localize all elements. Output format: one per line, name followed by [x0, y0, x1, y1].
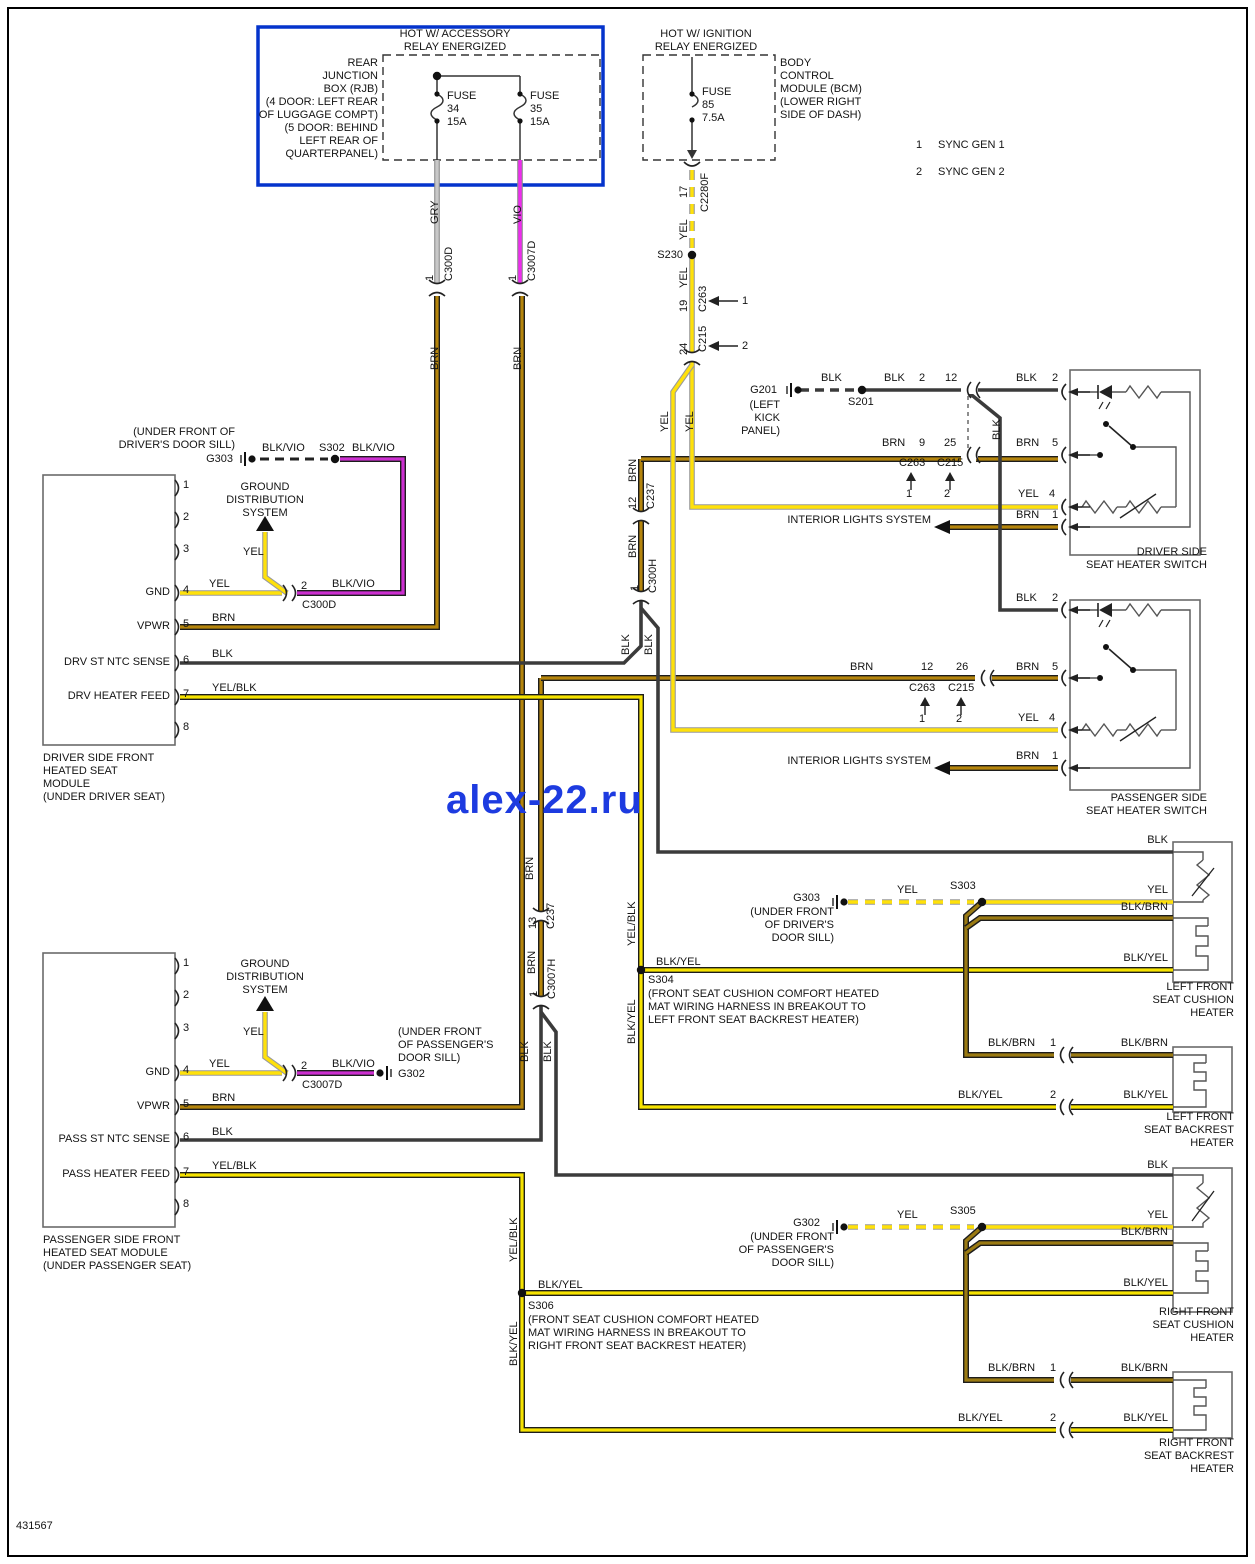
label-g303-89: G303 — [206, 453, 233, 465]
label-heater-163: HEATER — [1190, 1007, 1234, 1019]
label-gnd-193: GND — [145, 1066, 170, 1078]
label-2-128: 2 — [956, 713, 963, 725]
label-relay-energized-17: RELAY ENERGIZED — [654, 41, 758, 53]
label-4-door-left-rear-5: (4 DOOR: LEFT REAR — [265, 96, 378, 108]
label-6-190: 6 — [183, 1131, 190, 1143]
label-yel-42: YEL — [684, 411, 696, 432]
label-mat-wiring-harness-in-brea-210: MAT WIRING HARNESS IN BREAKOUT TO — [528, 1327, 746, 1339]
label-brn-82: BRN — [627, 534, 639, 558]
label-yel-176: YEL — [243, 1026, 264, 1038]
label-blk-120: BLK — [1016, 592, 1037, 604]
label-blk-86: BLK — [643, 634, 655, 655]
label-passenger-side-front-200: PASSENGER SIDE FRONT — [43, 1234, 181, 1246]
label-kick-45: KICK — [754, 412, 780, 424]
label-heated-seat-module-201: HEATED SEAT MODULE — [43, 1247, 168, 1259]
label-yel-155: YEL — [897, 884, 918, 896]
label-2-40: 2 — [742, 340, 749, 352]
label-right-front-seat-backrest--211: RIGHT FRONT SEAT BACKREST HEATER) — [528, 1340, 747, 1352]
label-relay-energized-1: RELAY ENERGIZED — [403, 41, 507, 53]
label-1-76: 1 — [507, 274, 519, 281]
label-under-passenger-seat-202: (UNDER PASSENGER SEAT) — [43, 1260, 192, 1272]
label-blk-yel-169: BLK/YEL — [1123, 1089, 1168, 1101]
label-1-185: 1 — [183, 957, 190, 969]
label-vio-75: VIO — [512, 205, 524, 224]
box — [258, 27, 603, 185]
label-1-67: 1 — [1052, 509, 1059, 521]
label-blk-brn-219: BLK/BRN — [1120, 1226, 1168, 1238]
label-g302-212: G302 — [793, 1217, 820, 1229]
label-brn-79: BRN — [627, 458, 639, 482]
label-blk-114: BLK — [212, 648, 233, 660]
label-lower-right-24: (LOWER RIGHT — [780, 96, 862, 108]
label-24-38: 24 — [678, 342, 690, 355]
label-1-83: 1 — [629, 584, 641, 591]
label-sync-gen-1-27: SYNC GEN 1 — [938, 139, 1005, 151]
label-brn-133: BRN — [1016, 750, 1040, 762]
label-front-seat-cushion-comfort-147: (FRONT SEAT CUSHION COMFORT HEATED — [648, 988, 880, 1000]
label-12-123: 12 — [921, 661, 934, 673]
label-1-72: 1 — [424, 274, 436, 281]
label-34-11: 34 — [447, 103, 460, 115]
label-system-95: SYSTEM — [242, 507, 288, 519]
label-17-30: 17 — [678, 185, 690, 198]
label-under-front-152: (UNDER FRONT — [750, 906, 834, 918]
label-c215-126: C215 — [948, 682, 975, 694]
label-15a-15: 15A — [530, 116, 550, 128]
label-13-139: 13 — [527, 916, 539, 929]
label-seat-heater-switch-137: SEAT HEATER SWITCH — [1085, 805, 1207, 817]
label-85-19: 85 — [702, 99, 715, 111]
label-brn-78: BRN — [512, 346, 524, 370]
label-distribution-94: DISTRIBUTION — [226, 494, 304, 506]
label-seat-heater-switch-70: SEAT HEATER SWITCH — [1085, 559, 1207, 571]
label-5-130: 5 — [1052, 661, 1059, 673]
box — [383, 55, 600, 160]
label-quarterpanel-9: QUARTERPANEL) — [285, 148, 378, 160]
label-s304-146: S304 — [648, 974, 674, 986]
label-2-28: 2 — [916, 166, 923, 178]
label-c2280f-31: C2280F — [699, 172, 711, 212]
label-driver-side-front-116: DRIVER SIDE FRONT — [43, 752, 155, 764]
label-blk-yel-167: BLK/YEL — [958, 1089, 1003, 1101]
label-4-188: 4 — [183, 1064, 190, 1076]
document-number: 431567 — [16, 1520, 53, 1532]
label-5-189: 5 — [183, 1098, 190, 1110]
label-drv-st-ntc-sense-111: DRV ST NTC SENSE — [64, 656, 170, 668]
label-brn-62: BRN — [1016, 437, 1040, 449]
label-s201-48: S201 — [848, 396, 874, 408]
label-yel-64: YEL — [1018, 488, 1039, 500]
label-2-186: 2 — [183, 989, 190, 1001]
label-blk-198: BLK — [212, 1126, 233, 1138]
label-interior-lights-system-68: INTERIOR LIGHTS SYSTEM — [787, 514, 931, 526]
box — [43, 953, 175, 1227]
label-side-of-dash-25: SIDE OF DASH) — [780, 109, 862, 121]
label-pass-heater-feed-196: PASS HEATER FEED — [62, 1168, 170, 1180]
label-system-175: SYSTEM — [242, 984, 288, 996]
label-yel-131: YEL — [1018, 712, 1039, 724]
label-yel-157: YEL — [1147, 884, 1168, 896]
label-c237-140: C237 — [545, 902, 557, 929]
label-drv-heater-feed-112: DRV HEATER FEED — [67, 690, 170, 702]
label-blk-159: BLK — [1147, 834, 1168, 846]
label-yel-34: YEL — [678, 267, 690, 288]
label-of-driver-s-153: OF DRIVER'S — [764, 919, 834, 931]
label-c263-36: C263 — [697, 285, 709, 312]
label-interior-lights-system-135: INTERIOR LIGHTS SYSTEM — [787, 755, 931, 767]
label-1-134: 1 — [1052, 750, 1059, 762]
label-seat-cushion-223: SEAT CUSHION — [1152, 1319, 1234, 1331]
label-5-63: 5 — [1052, 437, 1059, 449]
label-4-132: 4 — [1049, 712, 1056, 724]
label-c263-125: C263 — [909, 682, 936, 694]
label-brn-113: BRN — [212, 612, 236, 624]
label-hot-w-accessory-0: HOT W/ ACCESSORY — [399, 28, 511, 40]
label-control-22: CONTROL — [780, 70, 834, 82]
label-g303-151: G303 — [793, 892, 820, 904]
label-7-191: 7 — [183, 1166, 190, 1178]
label-brn-66: BRN — [1016, 509, 1040, 521]
label-vpwr-110: VPWR — [137, 620, 170, 632]
label-blk-brn-158: BLK/BRN — [1120, 901, 1168, 913]
box — [1173, 1047, 1232, 1112]
watermark: alex-22.ru — [446, 778, 643, 822]
label-ground-173: GROUND — [240, 958, 290, 970]
label-door-sill-183: DOOR SILL) — [398, 1052, 461, 1064]
label-left-front-161: LEFT FRONT — [1166, 981, 1234, 993]
label-3-103: 3 — [183, 543, 190, 555]
label-fuse-13: FUSE — [530, 90, 560, 102]
label-of-passenger-s-182: OF PASSENGER'S — [398, 1039, 494, 1051]
box — [43, 475, 175, 745]
label-door-sill-215: DOOR SILL) — [771, 1257, 834, 1269]
label-right-front-231: RIGHT FRONT — [1159, 1437, 1234, 1449]
label-driver-s-door-sill-88: DRIVER'S DOOR SILL) — [118, 439, 235, 451]
label-driver-side-69: DRIVER SIDE — [1136, 546, 1207, 558]
label-left-44: (LEFT — [749, 399, 780, 411]
label-passenger-side-136: PASSENGER SIDE — [1110, 792, 1207, 804]
label-yel-41: YEL — [659, 411, 671, 432]
label-blk-brn-227: BLK/BRN — [1120, 1362, 1168, 1374]
label-rear-2: REAR — [347, 57, 378, 69]
label-blk-220: BLK — [1147, 1159, 1168, 1171]
label-5-door-behind-7: (5 DOOR: BEHIND — [284, 122, 378, 134]
label-sync-gen-2-29: SYNC GEN 2 — [938, 166, 1005, 178]
box — [643, 55, 775, 160]
label-1-60: 1 — [906, 488, 913, 500]
label-yel-32: YEL — [678, 219, 690, 240]
label-heater-224: HEATER — [1190, 1332, 1234, 1344]
label-left-rear-of-8: LEFT REAR OF — [299, 135, 378, 147]
label-blk-47: BLK — [821, 372, 842, 384]
label-c263-58: C263 — [899, 457, 926, 469]
label-gry-71: GRY — [429, 200, 441, 224]
label-blk-yel-228: BLK/YEL — [958, 1412, 1003, 1424]
label-blk-85: BLK — [620, 634, 632, 655]
label-25-57: 25 — [944, 437, 957, 449]
label-8-192: 8 — [183, 1198, 190, 1210]
label-body-21: BODY — [780, 57, 812, 69]
label-box-rjb-4: BOX (RJB) — [323, 83, 378, 95]
label-blk-brn-225: BLK/BRN — [988, 1362, 1036, 1374]
label-seat-cushion-162: SEAT CUSHION — [1152, 994, 1234, 1006]
label-c3007d-180: C3007D — [302, 1079, 343, 1091]
label-brn-55: BRN — [882, 437, 906, 449]
label-blk-yel-145: BLK/YEL — [626, 999, 638, 1044]
label-s305-217: S305 — [950, 1205, 976, 1217]
label-heater-233: HEATER — [1190, 1463, 1234, 1475]
label-blk-54: BLK — [991, 419, 1003, 440]
label-blk-yel-230: BLK/YEL — [1123, 1412, 1168, 1424]
label-19-35: 19 — [678, 299, 690, 312]
label-module-118: MODULE — [43, 778, 91, 790]
label-7-107: 7 — [183, 688, 190, 700]
label-s302-91: S302 — [319, 442, 345, 454]
label-2-53: 2 — [1052, 372, 1059, 384]
label-g302-184: G302 — [398, 1068, 425, 1080]
label-of-passenger-s-214: OF PASSENGER'S — [738, 1244, 834, 1256]
label-s303-156: S303 — [950, 880, 976, 892]
label-1-226: 1 — [1050, 1362, 1057, 1374]
label-ground-93: GROUND — [240, 481, 290, 493]
label-12-51: 12 — [945, 372, 958, 384]
label-15a-12: 15A — [447, 116, 467, 128]
label-2-102: 2 — [183, 511, 190, 523]
label-under-front-213: (UNDER FRONT — [750, 1231, 834, 1243]
label-1-165: 1 — [1050, 1037, 1057, 1049]
label-9-56: 9 — [919, 437, 926, 449]
label-4-65: 4 — [1049, 488, 1056, 500]
label-1-26: 1 — [916, 139, 923, 151]
box — [1173, 1372, 1232, 1438]
label-s230-33: S230 — [657, 249, 683, 261]
label-1-142: 1 — [528, 990, 540, 997]
label-pass-st-ntc-sense-195: PASS ST NTC SENSE — [58, 1133, 170, 1145]
label-blk-204: BLK — [542, 1041, 554, 1062]
label-yel-blk-144: YEL/BLK — [626, 901, 638, 946]
label-c300d-73: C300D — [443, 246, 455, 281]
label-8-108: 8 — [183, 721, 190, 733]
label-6-106: 6 — [183, 654, 190, 666]
label-fuse-10: FUSE — [447, 90, 477, 102]
label-c3007d-77: C3007D — [526, 240, 538, 281]
label-2-121: 2 — [1052, 592, 1059, 604]
label-junction-3: JUNCTION — [322, 70, 378, 82]
label-left-front-seat-backrest-h-149: LEFT FRONT SEAT BACKREST HEATER) — [648, 1014, 859, 1026]
label-blk-yel-221: BLK/YEL — [1123, 1277, 1168, 1289]
label-blk-203: BLK — [519, 1041, 531, 1062]
label-c3007h-143: C3007H — [546, 958, 558, 999]
label-c237-81: C237 — [645, 482, 657, 509]
label-5-105: 5 — [183, 618, 190, 630]
label-2-178: 2 — [301, 1060, 308, 1072]
label-seat-backrest-232: SEAT BACKREST — [1143, 1450, 1234, 1462]
label-blk-brn-164: BLK/BRN — [988, 1037, 1036, 1049]
label-distribution-174: DISTRIBUTION — [226, 971, 304, 983]
label-mat-wiring-harness-in-brea-148: MAT WIRING HARNESS IN BREAKOUT TO — [648, 1001, 866, 1013]
label-brn-122: BRN — [850, 661, 874, 673]
box — [1173, 1168, 1232, 1312]
label-blk-brn-166: BLK/BRN — [1120, 1037, 1168, 1049]
label-7-5a-20: 7.5A — [702, 112, 725, 124]
label-module-bcm-23: MODULE (BCM) — [780, 83, 862, 95]
label-1-101: 1 — [183, 479, 190, 491]
label-of-luggage-compt-6: OF LUGGAGE COMPT) — [258, 109, 378, 121]
label-hot-w-ignition-16: HOT W/ IGNITION — [660, 28, 752, 40]
label-left-front-170: LEFT FRONT — [1166, 1111, 1234, 1123]
label-2-168: 2 — [1050, 1089, 1057, 1101]
label-c300d-100: C300D — [302, 599, 337, 611]
label-g201-43: G201 — [750, 384, 777, 396]
label-yel-96: YEL — [243, 546, 264, 558]
label-fuse-18: FUSE — [702, 86, 732, 98]
label-brn-129: BRN — [1016, 661, 1040, 673]
label-yel-blk-199: YEL/BLK — [212, 1160, 257, 1172]
label-1-37: 1 — [742, 295, 749, 307]
label-blk-52: BLK — [1016, 372, 1037, 384]
label-35-14: 35 — [530, 103, 543, 115]
label-yel-218: YEL — [1147, 1209, 1168, 1221]
label-heated-seat-117: HEATED SEAT — [43, 765, 118, 777]
label-3-187: 3 — [183, 1022, 190, 1034]
label-blk-vio-99: BLK/VIO — [332, 578, 375, 590]
label-yel-blk-205: YEL/BLK — [508, 1217, 520, 1262]
label-brn-141: BRN — [526, 950, 538, 974]
label-under-front-181: (UNDER FRONT — [398, 1026, 482, 1038]
label-1-127: 1 — [919, 713, 926, 725]
label-yel-97: YEL — [209, 578, 230, 590]
label-2-229: 2 — [1050, 1412, 1057, 1424]
label-brn-138: BRN — [524, 856, 536, 880]
label-yel-177: YEL — [209, 1058, 230, 1070]
label-c300h-84: C300H — [647, 558, 659, 593]
label-door-sill-154: DOOR SILL) — [771, 932, 834, 944]
label-brn-197: BRN — [212, 1092, 236, 1104]
label-panel-46: PANEL) — [741, 425, 780, 437]
label-seat-backrest-171: SEAT BACKREST — [1143, 1124, 1234, 1136]
label-c215-39: C215 — [697, 325, 709, 352]
label-front-seat-cushion-comfort-209: (FRONT SEAT CUSHION COMFORT HEATED — [528, 1314, 760, 1326]
label-blk-yel-206: BLK/YEL — [508, 1321, 520, 1366]
label-blk-yel-150: BLK/YEL — [656, 956, 701, 968]
label-4-104: 4 — [183, 584, 190, 596]
label-blk-vio-90: BLK/VIO — [262, 442, 305, 454]
label-under-driver-seat-119: (UNDER DRIVER SEAT) — [43, 791, 166, 803]
label-yel-216: YEL — [897, 1209, 918, 1221]
label-blk-yel-207: BLK/YEL — [538, 1279, 583, 1291]
label-c215-59: C215 — [937, 457, 964, 469]
label-2-50: 2 — [919, 372, 926, 384]
label-2-61: 2 — [944, 488, 951, 500]
label-right-front-222: RIGHT FRONT — [1159, 1306, 1234, 1318]
label-26-124: 26 — [956, 661, 969, 673]
label-under-front-of-87: (UNDER FRONT OF — [133, 426, 235, 438]
label-s306-208: S306 — [528, 1300, 554, 1312]
label-heater-172: HEATER — [1190, 1137, 1234, 1149]
label-blk-vio-179: BLK/VIO — [332, 1058, 375, 1070]
label-2-98: 2 — [301, 580, 308, 592]
label-gnd-109: GND — [145, 586, 170, 598]
label-blk-yel-160: BLK/YEL — [1123, 952, 1168, 964]
label-vpwr-194: VPWR — [137, 1100, 170, 1112]
label-blk-vio-92: BLK/VIO — [352, 442, 395, 454]
label-yel-blk-115: YEL/BLK — [212, 682, 257, 694]
label-12-80: 12 — [627, 496, 639, 509]
box — [1070, 600, 1200, 790]
label-brn-74: BRN — [429, 346, 441, 370]
label-blk-49: BLK — [884, 372, 905, 384]
box — [1173, 842, 1232, 982]
